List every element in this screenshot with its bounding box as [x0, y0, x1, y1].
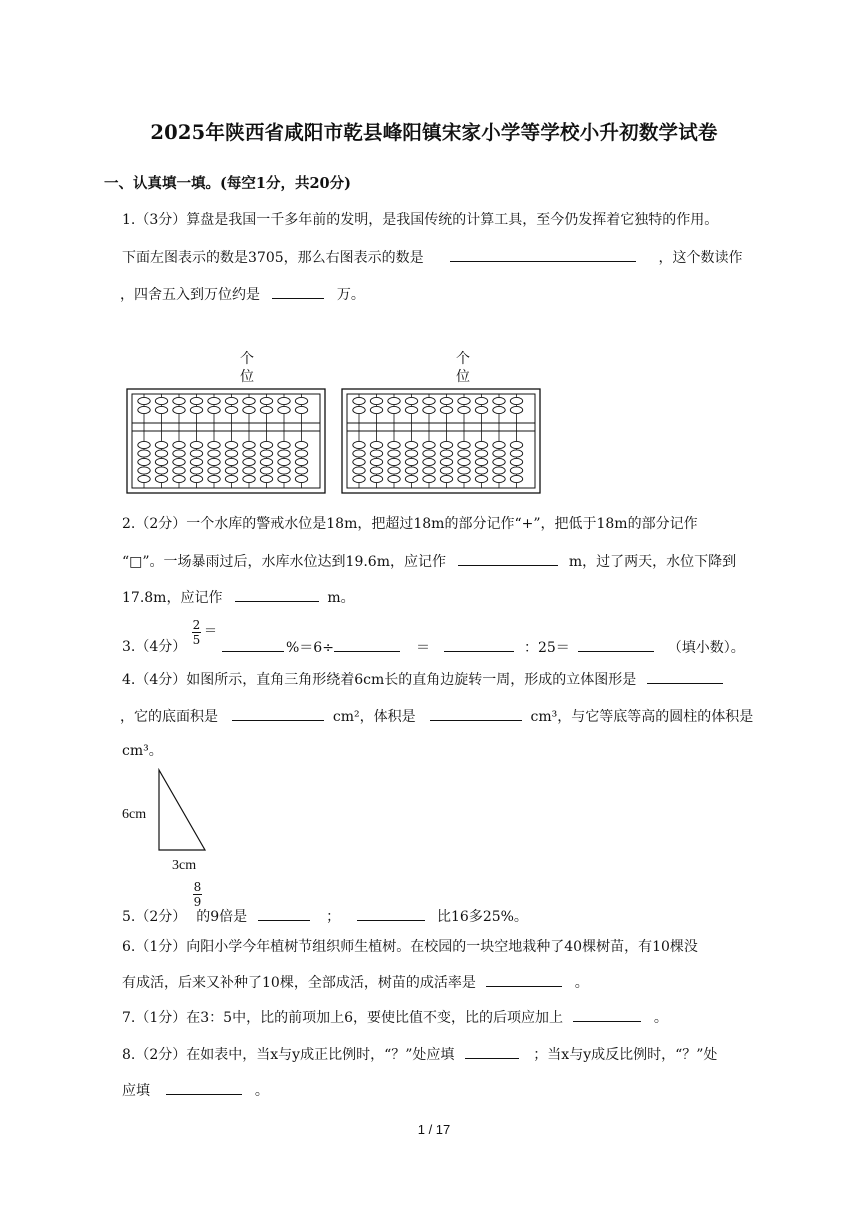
- q2-text: m。: [327, 590, 355, 606]
- triangle-side-label: 6cm: [122, 807, 147, 822]
- q4-text: cm²，体积是: [332, 709, 416, 725]
- q3-prefix: 3.（4分）: [122, 639, 187, 655]
- fraction-denominator: 5: [192, 633, 201, 647]
- q6-line1: 6.（1分）向阳小学今年植树节组织师生植树。在校园的一块空地栽种了40棵树苗，有10棵没: [122, 939, 698, 955]
- q3-line-rest: [222, 636, 745, 657]
- q1-answer-blank-2[interactable]: [272, 283, 324, 299]
- q4-line1: [122, 668, 723, 689]
- section-heading: 一、认真填一填。(每空1分，共20分): [104, 175, 351, 192]
- q8-answer-blank-2[interactable]: [166, 1079, 242, 1095]
- q3-line: [122, 636, 186, 656]
- q6-text: 。: [574, 975, 589, 991]
- q3-text: %＝6÷: [286, 640, 334, 656]
- q2-text: 17.8m，应记作: [122, 590, 223, 606]
- q4-answer-blank-2[interactable]: [232, 705, 324, 721]
- q4-text: ，它的底面积是: [120, 709, 218, 725]
- q4-line2: [120, 705, 753, 726]
- q5-text: 的9倍是: [196, 909, 248, 925]
- q1-line1: 1.（3分）算盘是我国一千多年前的发明，是我国传统的计算工具，至今仍发挥着它独特的作用。: [122, 212, 719, 228]
- fraction-numerator: 8: [193, 880, 202, 894]
- page-number: 1 / 17: [417, 1122, 451, 1137]
- q4-line3: cm³。: [122, 743, 163, 759]
- q2-line1: 2.（2分）一个水库的警戒水位是18m，把超过18m的部分记作“+”，把低于18m的部分记作: [122, 516, 698, 532]
- q5-answer-blank-2[interactable]: [357, 905, 425, 921]
- q8-line1: [122, 1043, 717, 1064]
- q2-text: m，过了两天，水位下降到: [568, 554, 737, 570]
- q3-answer-blank-1[interactable]: [222, 636, 284, 652]
- q3-text: （填小数）。: [667, 640, 745, 656]
- q3-equals: ＝: [204, 624, 218, 639]
- abacus-left-label: [240, 350, 254, 386]
- q5-text: 5.（2分）: [122, 909, 187, 925]
- q1-line3: [120, 283, 365, 304]
- q6-text: 有成活，后来又补种了10棵，全部成活，树苗的成活率是: [122, 975, 476, 991]
- abacus-right-label: [456, 350, 470, 386]
- q3-answer-blank-3[interactable]: [444, 636, 514, 652]
- q1-text: 下面左图表示的数是3705，那么右图表示的数是: [122, 250, 424, 266]
- q1-line2: [122, 246, 743, 267]
- right-triangle-figure: [155, 768, 209, 852]
- q1-text: ，这个数读作: [658, 250, 743, 266]
- q4-answer-blank-1[interactable]: [647, 668, 723, 684]
- q4-text: 4.（4分）如图所示，直角三角形绕着6cm长的直角边旋转一周，形成的立体图形是: [122, 672, 637, 688]
- q5-text: ；: [326, 909, 341, 925]
- triangle-base-label: 3cm: [172, 858, 197, 873]
- q3-text: ：25＝: [523, 640, 570, 656]
- q2-line2: [122, 550, 736, 571]
- label-bottom: 位: [456, 369, 470, 385]
- label-top: 个: [240, 351, 254, 367]
- q8-text: 。: [254, 1083, 269, 1099]
- q4-answer-blank-3[interactable]: [430, 705, 522, 721]
- q6-answer-blank[interactable]: [486, 971, 562, 987]
- q7-text: 7.（1分）在3：5中，比的前项加上6，要使比值不变，比的后项应加上: [122, 1010, 563, 1026]
- page-title: 2025年陕西省咸阳市乾县峰阳镇宋家小学等学校小升初数学试卷: [150, 121, 718, 144]
- q2-text: “□”。一场暴雨过后，水库水位达到19.6m，应记作: [122, 554, 446, 570]
- q1-text: ，四舍五入到万位约是: [120, 287, 260, 303]
- q3-answer-blank-4[interactable]: [578, 636, 654, 652]
- q2-answer-blank-2[interactable]: [235, 586, 319, 602]
- q5-text: 比16多25%。: [437, 909, 528, 925]
- q8-answer-blank-1[interactable]: [465, 1043, 519, 1059]
- q2-line3: [122, 586, 355, 607]
- q8-text: 应填: [122, 1083, 150, 1099]
- label-top: 个: [456, 351, 470, 367]
- q3-answer-blank-2[interactable]: [334, 636, 400, 652]
- fraction-numerator: 2: [192, 618, 201, 632]
- q4-text: cm³，与它等底等高的圆柱的体积是: [530, 709, 754, 725]
- q2-answer-blank-1[interactable]: [458, 550, 558, 566]
- abacus-left: [126, 388, 326, 494]
- fraction-denominator: 9: [193, 895, 202, 909]
- q8-line2: [122, 1079, 269, 1100]
- q7-text: 。: [653, 1010, 668, 1026]
- q1-text: 万。: [336, 287, 365, 303]
- q5-line: [122, 905, 528, 926]
- q8-text: ；当x与y成反比例时，“？”处: [533, 1047, 718, 1063]
- q6-line2: [122, 971, 589, 992]
- q3-fraction: [192, 618, 201, 647]
- q1-answer-blank-1[interactable]: [450, 246, 636, 262]
- q7-answer-blank[interactable]: [573, 1006, 641, 1022]
- label-bottom: 位: [240, 369, 254, 385]
- q3-text: ＝: [415, 640, 430, 656]
- q8-text: 8.（2分）在如表中，当x与y成正比例时，“？”处应填: [122, 1047, 455, 1063]
- abacus-right: [341, 388, 541, 494]
- q7-line: [122, 1006, 668, 1027]
- q5-answer-blank-1[interactable]: [258, 905, 310, 921]
